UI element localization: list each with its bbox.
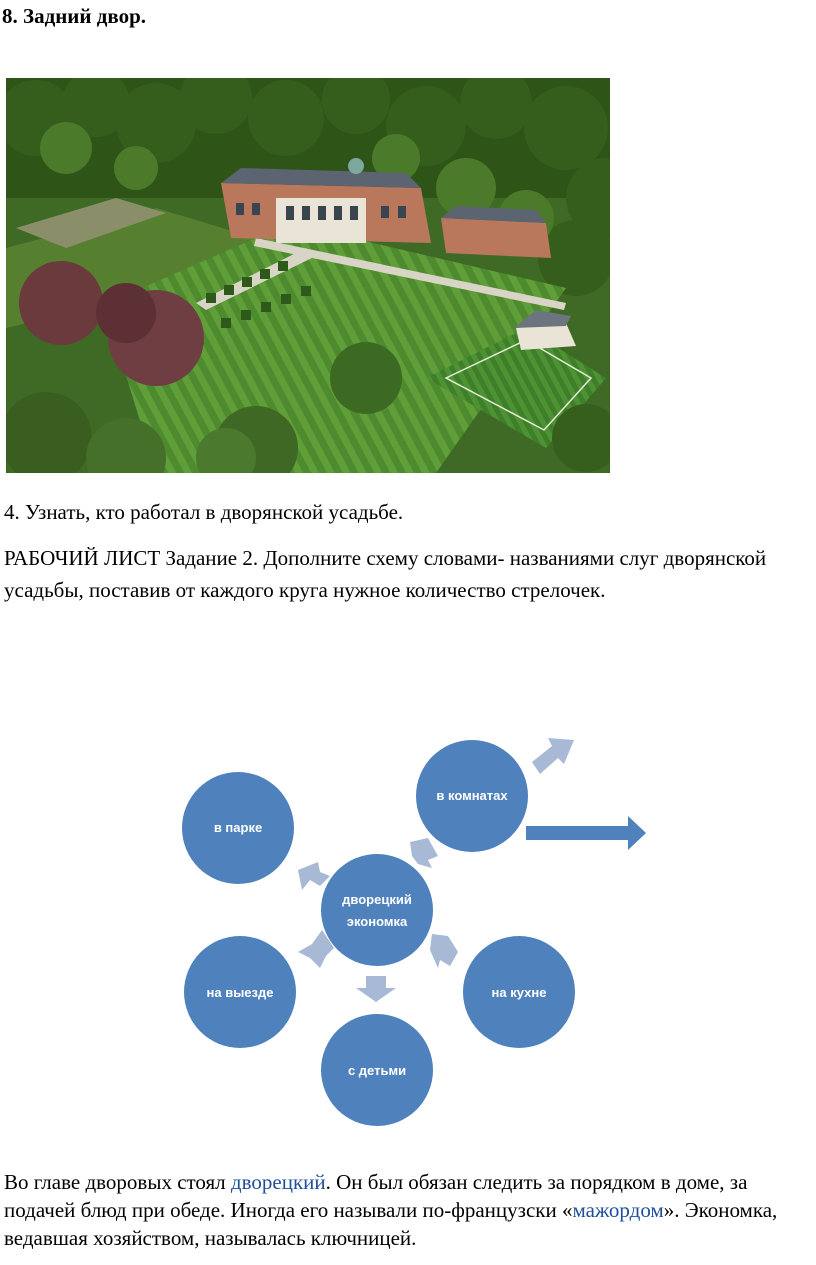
node-kitchen-label: на кухне [491,985,547,1000]
arrow-to-children [356,976,396,1002]
node-departure [184,936,296,1048]
estate-aerial-photo [6,78,610,473]
arrow-to-kitchen [430,934,458,968]
node-park-label: в парке [213,820,263,835]
arrow-rooms-right [526,816,646,850]
bottom-paragraph [4,1168,809,1252]
node-departure-label: на выезде [206,985,274,1000]
node-children-label: с детьми [347,1063,407,1078]
node-rooms [416,740,528,852]
node-rooms-label: в комнатах [436,788,508,803]
arrow-rooms-up-right [532,738,574,774]
node-children [321,1014,433,1126]
node-center-label-1: дворецкий [342,892,412,907]
section-heading: 8. Задний двор. [2,4,147,28]
node-kitchen [463,936,575,1048]
bottom-text-1: Во главе дворовых стоял [4,1170,231,1194]
task-text: 4. Узнать, кто работал в дворянской усадьбе. [4,500,404,524]
bottom-text-3: ». Экономка, ведавшая хозяйством, называлась ключницей. [4,1198,778,1250]
arrow-to-park [298,862,330,890]
node-center [321,854,433,966]
bottom-text-2: . Он был обязан следить за порядком в доме, за подачей блюд при обеде. Иногда его называли по-французски « [4,1170,748,1222]
worksheet-instructions: РАБОЧИЙ ЛИСТ Задание 2. Дополните схему словами- названиями слуг дворянской усадьбы, поставив от каждого круга нужное количество стрелочек. [4,546,767,602]
servants-diagram [170,730,660,1130]
arrow-to-rooms [410,838,438,868]
majordomo-link-text: мажордом [572,1198,664,1222]
node-center-label-2: экономка [346,914,408,929]
butler-link-text: дворецкий [230,1170,326,1194]
node-park [182,772,294,884]
